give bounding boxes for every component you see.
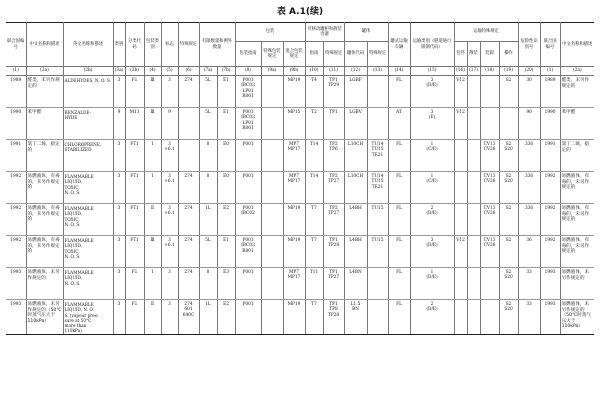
column-number: (13) — [367, 67, 388, 76]
table-cell: 醛类，未另作规定的 — [560, 76, 594, 108]
table-cell: 3 — [113, 204, 125, 236]
table-cell: 易燃液体，有毒的，未另作规定的 — [560, 204, 594, 236]
column-header: 运输特殊规定 — [454, 23, 518, 42]
table-cell: Ⅱ — [144, 204, 161, 236]
table-cell: Ⅰ — [144, 172, 161, 204]
table-cell: MP19 — [283, 76, 305, 108]
column-header: 英文名称和描述 — [63, 23, 113, 67]
table-cell: 1992 — [6, 172, 26, 204]
table-cell: S2 S20 — [499, 140, 518, 172]
table-cell: 5L — [199, 76, 217, 108]
column-header: 类别 — [113, 23, 125, 67]
table-cell: LGBV — [344, 108, 367, 140]
table-cell: V12 — [454, 76, 467, 108]
table-cell: 1991 — [6, 140, 26, 172]
table-cell: TU15 — [367, 204, 388, 236]
table-cell: 苯甲醛 — [26, 108, 63, 140]
table-cell — [480, 76, 499, 108]
column-header: 罐式运输车辆 — [388, 23, 410, 67]
table-cell: CV13 CV28 — [480, 172, 499, 204]
table-cell: Ⅱ — [144, 300, 161, 335]
table-cell: MP7 MP17 — [283, 268, 305, 300]
table-cell: 3 — [161, 76, 178, 108]
column-number: (7a) — [199, 67, 217, 76]
table-cell: FL — [388, 140, 410, 172]
column-number: (17) — [467, 67, 480, 76]
table-cell: FT1 — [125, 140, 144, 172]
table-cell — [367, 76, 388, 108]
table-cell: L4BH — [344, 204, 367, 236]
table-cell: BENZALDE- HYDE — [63, 108, 113, 140]
table-cell: T7 — [305, 204, 323, 236]
table-cell: 5L — [199, 108, 217, 140]
column-number: (4) — [144, 67, 161, 76]
table-cell: 3 — [113, 268, 125, 300]
column-header: 联合国编号 — [540, 23, 560, 67]
column-number: (2a) — [26, 67, 63, 76]
column-number: (11) — [323, 67, 344, 76]
table-cell: MP19 — [283, 236, 305, 268]
header-row-numbers — [6, 67, 594, 76]
table-cell: TP1 TP29 — [323, 76, 344, 108]
table-cell: 苯甲醛 — [560, 108, 594, 140]
table-cell: M11 — [125, 108, 144, 140]
table-cell: 易燃液体，未另作规定的 — [560, 268, 594, 300]
table-cell: FL — [388, 268, 410, 300]
table-cell: 易燃液体，未另作规定的 — [26, 268, 63, 300]
table-cell: E1 — [217, 76, 235, 108]
table-cell: FLAMMABLE LIQUID, N. O. S. (vapour pres- sure at 50°C more than 110kPa) — [63, 300, 113, 335]
table-row — [6, 204, 594, 236]
column-header: 包装类别 — [144, 23, 161, 67]
table-cell: 274 — [178, 204, 199, 236]
table-cell: T14 — [305, 140, 323, 172]
column-header: 联合国编号 — [6, 23, 26, 67]
table-cell — [467, 300, 480, 335]
table-body — [6, 76, 594, 335]
column-number: (1) — [540, 67, 560, 76]
table-cell: L10CH — [344, 172, 367, 204]
table-cell: L4BN — [344, 268, 367, 300]
table-cell: F1 — [125, 76, 144, 108]
table-cell: 30 — [518, 76, 540, 108]
table-cell: L4BH — [344, 236, 367, 268]
table-cell: P001 IBC03 LP01 R001 — [235, 76, 261, 108]
column-number: (18) — [480, 67, 499, 76]
column-number: (8) — [235, 67, 261, 76]
table-cell — [454, 140, 467, 172]
table-cell: Ⅲ — [144, 236, 161, 268]
column-header: 可移动罐柜和散装容器 — [305, 23, 344, 42]
table-cell: 1992 — [540, 172, 560, 204]
table-cell: 274 — [178, 236, 199, 268]
table-cell: 90 — [518, 108, 540, 140]
column-number: (16) — [454, 67, 467, 76]
table-cell: F1 — [125, 268, 144, 300]
table-cell — [367, 108, 388, 140]
table-cell: FLAMMABLE LIQUID, TOXIC, N. O. S. — [63, 236, 113, 268]
table-cell: 9 — [113, 108, 125, 140]
table-cell: MP19 — [283, 204, 305, 236]
table-cell — [499, 108, 518, 140]
table-cell: S2 S20 — [499, 172, 518, 204]
table-cell: 易燃液体，未另作规定的（50℃时蒸气压大于110kPa） — [26, 300, 63, 335]
table-cell — [454, 268, 467, 300]
table-row — [6, 108, 594, 140]
table-cell: CV13 CV28 — [480, 236, 499, 268]
table-cell: TP2 TP6 — [323, 140, 344, 172]
table-cell — [261, 204, 283, 236]
table-cell: 3 +6.1 — [161, 204, 178, 236]
table-cell — [467, 172, 480, 204]
table-cell: P001 IBC03 R001 — [235, 236, 261, 268]
table-cell: FT1 — [125, 204, 144, 236]
table-cell: FLAMMABLE LIQUID, TOXIC, N. O. S. — [63, 172, 113, 204]
dangerous-goods-table — [6, 22, 594, 335]
table-cell: 1992 — [540, 236, 560, 268]
table-row — [6, 76, 594, 108]
table-cell: MP7 MP17 — [283, 172, 305, 204]
table-cell: E2 — [217, 300, 235, 335]
column-subheader: 混合包装规定 — [283, 42, 305, 67]
table-cell: Ⅰ — [144, 268, 161, 300]
column-subheader: 罐体代码 — [344, 42, 367, 67]
table-cell: 易燃液体，有毒的，未另作规定的 — [560, 236, 594, 268]
table-cell: FT1 — [125, 236, 144, 268]
column-subheader: 特殊规定 — [323, 42, 344, 67]
column-header: 包装 — [235, 23, 305, 42]
table-cell: 336 — [518, 172, 540, 204]
table-cell — [367, 300, 388, 335]
table-cell — [261, 172, 283, 204]
table-cell: T11 — [305, 268, 323, 300]
table-cell: 1993 — [6, 300, 26, 335]
table-cell: 1 (C/E) — [410, 140, 454, 172]
table-cell — [261, 268, 283, 300]
table-cell: 5L — [199, 236, 217, 268]
table-cell — [480, 268, 499, 300]
table-cell: 1L — [199, 300, 217, 335]
table-cell: TP2 TP27 — [323, 204, 344, 236]
table-cell: TP2 TP27 — [323, 172, 344, 204]
column-header: 有限数量和例外数量 — [199, 23, 235, 67]
table-cell: 1989 — [540, 76, 560, 108]
table-cell: 0 — [199, 268, 217, 300]
table-cell: FL — [388, 204, 410, 236]
table-cell: FLAMMABLE LIQUID, TOXIC, N. O. S. — [63, 204, 113, 236]
table-cell: 3 +6.1 — [161, 140, 178, 172]
table-cell — [454, 172, 467, 204]
table-cell: TP1 — [323, 108, 344, 140]
table-cell: FL — [388, 172, 410, 204]
column-number: (5) — [161, 67, 178, 76]
table-cell: 氯丁二烯，稳定的 — [26, 140, 63, 172]
table-cell — [178, 108, 199, 140]
table-cell — [454, 204, 467, 236]
table-cell — [261, 236, 283, 268]
column-subheader: 散装 — [467, 42, 480, 67]
table-cell: S2 — [499, 204, 518, 236]
table-cell: E0 — [217, 140, 235, 172]
table-cell: 1990 — [6, 108, 26, 140]
table-cell: 3 (E) — [410, 108, 454, 140]
table-cell: E3 — [217, 268, 235, 300]
table-row — [6, 140, 594, 172]
table-cell — [480, 300, 499, 335]
column-subheader: 包装指南 — [235, 42, 261, 67]
table-cell: TU15 — [367, 236, 388, 268]
table-cell: 1992 — [6, 236, 26, 268]
table-row — [6, 268, 594, 300]
table-cell: 0 — [199, 172, 217, 204]
table-cell: Ⅲ — [144, 76, 161, 108]
table-cell: TU14 TU15 TE21 — [367, 172, 388, 204]
table-cell: Ⅲ — [144, 108, 161, 140]
column-subheader: 操作 — [499, 42, 518, 67]
table-cell: 2 (D/E) — [410, 300, 454, 335]
table-cell: CV13 CV28 — [480, 140, 499, 172]
table-cell: 2 (D/E) — [410, 204, 454, 236]
table-row — [6, 300, 594, 335]
table-cell: T2 — [305, 108, 323, 140]
table-cell: T7 — [305, 236, 323, 268]
table-cell: FLAMMABLE LIQUID, N. O. S. — [63, 268, 113, 300]
table-cell: 274 — [178, 172, 199, 204]
column-number: (1) — [6, 67, 26, 76]
table-cell: Ⅰ — [144, 140, 161, 172]
table-cell: 1 (D/E) — [410, 268, 454, 300]
table-cell: E0 — [217, 172, 235, 204]
table-cell: FT1 — [125, 172, 144, 204]
column-number: (9a) — [261, 67, 283, 76]
column-number: (6) — [178, 67, 199, 76]
table-cell: 3 — [113, 76, 125, 108]
table-cell: 3 — [113, 236, 125, 268]
table-cell: V12 — [454, 108, 467, 140]
table-cell: L1.5 BN — [344, 300, 367, 335]
column-header: 中文名称和描述 — [560, 23, 594, 67]
table-cell: 1993 — [540, 300, 560, 335]
table-cell: T4 — [305, 76, 323, 108]
table-cell: 1L — [199, 204, 217, 236]
table-cell: TP1 TP8 TP28 — [323, 300, 344, 335]
table-cell: S2 — [499, 236, 518, 268]
table-cell: 9 — [161, 108, 178, 140]
table-cell: 3 (D/E) — [410, 76, 454, 108]
table-cell: 3 — [161, 268, 178, 300]
table-cell: 3 — [113, 172, 125, 204]
table-cell: FL — [388, 76, 410, 108]
table-cell: 3 +6.1 — [161, 236, 178, 268]
table-cell: 33 — [518, 268, 540, 300]
column-subheader: 装卸 — [480, 42, 499, 67]
column-header: 运输类别（隧道通行限制代码） — [410, 23, 454, 67]
table-cell: MP7 MP17 — [283, 140, 305, 172]
table-cell — [467, 236, 480, 268]
table-cell: 1991 — [540, 140, 560, 172]
table-cell: LGBF — [344, 76, 367, 108]
column-header: 中文名称和描述 — [26, 23, 63, 67]
table-cell — [178, 140, 199, 172]
table-cell: CHLOROPRENE, STABILIZED — [63, 140, 113, 172]
table-cell: TP1 TP28 — [323, 236, 344, 268]
column-number: (2b) — [63, 67, 113, 76]
column-subheader: 包件 — [454, 42, 467, 67]
table-cell: P001 IBC02 — [235, 204, 261, 236]
table-cell: MP19 — [283, 300, 305, 335]
column-number: (2a) — [560, 67, 594, 76]
table-cell: S2 S20 — [499, 268, 518, 300]
table-cell: AT — [388, 108, 410, 140]
table-cell — [467, 108, 480, 140]
table-cell: 0 — [199, 140, 217, 172]
column-header: 罐体 — [344, 23, 388, 42]
column-number: (9b) — [283, 67, 305, 76]
table-row — [6, 236, 594, 268]
table-cell: S2 S20 — [499, 300, 518, 335]
table-cell: E1 — [217, 236, 235, 268]
column-number: (10) — [305, 67, 323, 76]
column-number: (15) — [410, 67, 454, 76]
table-cell: E1 — [217, 108, 235, 140]
table-cell: 3 (D/E) — [410, 236, 454, 268]
table-cell — [467, 140, 480, 172]
table-cell: T14 — [305, 172, 323, 204]
table-cell: 274 — [178, 76, 199, 108]
table-cell: P001 IBC03 LP01 R001 — [235, 108, 261, 140]
table-cell: 1989 — [6, 76, 26, 108]
header-row-main — [6, 23, 594, 42]
table-cell: F1 — [125, 300, 144, 335]
table-cell: 3 — [113, 140, 125, 172]
table-cell: MP15 — [283, 108, 305, 140]
table-cell — [467, 76, 480, 108]
table-cell: 36 — [518, 236, 540, 268]
table-cell: 274 — [178, 268, 199, 300]
column-number: (20) — [518, 67, 540, 76]
column-header: 分类代码 — [125, 23, 144, 67]
table-cell: 336 — [518, 204, 540, 236]
table-cell: 醛类，未另作规定的 — [26, 76, 63, 108]
table-cell: T7 — [305, 300, 323, 335]
table-cell: 易燃液体，有毒的，未另作规定的 — [26, 204, 63, 236]
table-cell: TP1 TP27 — [323, 268, 344, 300]
table-cell — [261, 140, 283, 172]
table-cell: TU14 TU15 TE21 — [367, 140, 388, 172]
table-cell — [367, 268, 388, 300]
table-cell: 3 — [113, 300, 125, 335]
column-subheader: 特殊包装规定 — [261, 42, 283, 67]
column-header: 特殊规定 — [178, 23, 199, 67]
column-subheader: 指南 — [305, 42, 323, 67]
column-number: (3a) — [113, 67, 125, 76]
table-cell — [261, 108, 283, 140]
table-cell: 易燃液体，有毒的，未另作规定的 — [26, 172, 63, 204]
table-cell — [261, 300, 283, 335]
table-cell: 1992 — [540, 204, 560, 236]
table-cell: L10CH — [344, 140, 367, 172]
table-cell: 33 — [518, 300, 540, 335]
table-cell: P001 — [235, 172, 261, 204]
column-subheader: 特殊规定 — [367, 42, 388, 67]
table-cell: V12 — [454, 236, 467, 268]
table-cell: 1993 — [540, 268, 560, 300]
table-cell: 易燃液体，未另作规定的（50℃时蒸气压大于110kPa） — [560, 300, 594, 335]
table-cell — [480, 108, 499, 140]
column-number: (7b) — [217, 67, 235, 76]
table-cell — [467, 204, 480, 236]
table-cell: 3 +6.1 — [161, 172, 178, 204]
table-cell: 1 (C/E) — [410, 172, 454, 204]
table-cell: P001 — [235, 140, 261, 172]
table-cell: E2 — [217, 204, 235, 236]
table-cell — [261, 76, 283, 108]
table-cell: 1993 — [6, 268, 26, 300]
table-cell — [454, 300, 467, 335]
table-cell: 274 601 640C — [178, 300, 199, 335]
table-cell: 氯丁二烯，稳定的 — [560, 140, 594, 172]
table-cell: P001 — [235, 268, 261, 300]
table-row — [6, 172, 594, 204]
table-cell: P001 — [235, 300, 261, 335]
column-number: (12) — [344, 67, 367, 76]
table-cell: FL — [388, 236, 410, 268]
table-cell: FL — [388, 300, 410, 335]
column-number: (14) — [388, 67, 410, 76]
table-cell: 1990 — [540, 108, 560, 140]
column-number: (19) — [499, 67, 518, 76]
column-header: 危险性识别号 — [518, 23, 540, 67]
table-cell — [467, 268, 480, 300]
table-cell: 易燃液体，有毒的，未另作规定的 — [26, 236, 63, 268]
table-cell: ALDEHYDES, N. O. S. — [63, 76, 113, 108]
table-title: 表 A.1(续) — [276, 7, 324, 17]
table-cell: 336 — [518, 140, 540, 172]
table-cell: 3 — [161, 300, 178, 335]
table-cell: CV13 CV28 — [480, 204, 499, 236]
column-number: (3b) — [125, 67, 144, 76]
table-cell: S2 — [499, 76, 518, 108]
column-header: 标志 — [161, 23, 178, 67]
table-cell: 1992 — [6, 204, 26, 236]
table-cell: 易燃液体，有毒的，未另作规定的 — [560, 172, 594, 204]
